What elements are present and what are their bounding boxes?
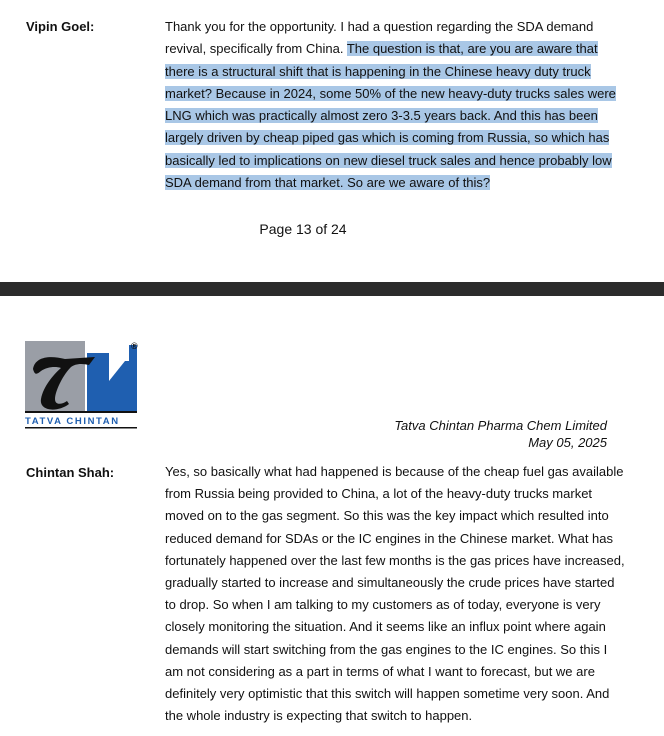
paragraph-line[interactable]: demands will start switching from the gas engines to the IC engines. So this I	[165, 641, 608, 657]
selected-text: basically led to implications on new diesel truck sales and hence probably low	[165, 152, 612, 168]
paragraph-line[interactable]	[165, 105, 611, 127]
page-separator	[0, 282, 664, 296]
company-name: Tatva Chintan Pharma Chem Limited	[394, 418, 607, 433]
speaker-name: Vipin Goel:	[26, 19, 95, 34]
paragraph-line[interactable]	[165, 127, 611, 149]
paragraph-line[interactable]	[165, 83, 616, 105]
selected-text: LNG which was practically almost zero 3-3.5 years back. And this has been	[165, 108, 598, 124]
paragraph-line[interactable]: definitely very optimistic that this switch will happen sometime very soon. And	[165, 686, 610, 702]
question-paragraph[interactable]	[165, 16, 616, 194]
page-number: Page 13 of 24	[259, 221, 347, 237]
paragraph-line[interactable]: reduced demand for SDAs or the IC engines in the Chinese market. What has	[165, 530, 614, 546]
paragraph-line[interactable]: am not considering as a part in terms of what I want to forecast, but we are	[165, 663, 595, 679]
tatva-chintan-logo	[25, 341, 139, 429]
paragraph-line[interactable]	[165, 172, 611, 194]
paragraph-line[interactable]: Thank you for the opportunity. I had a question regarding the SDA demand	[165, 19, 594, 34]
selected-text: SDA demand from that market. So are we aware of this?	[165, 175, 491, 191]
paragraph-line[interactable]: from Russia being provided to China, a lot of the heavy-duty trucks market	[165, 486, 593, 502]
logo-text: TATVA CHINTAN	[25, 416, 120, 427]
selected-text: The question is that, are you are aware that	[346, 41, 598, 57]
selected-text: market? Because in 2024, some 50% of the new heavy-duty trucks sales were	[165, 85, 616, 101]
paragraph-line[interactable]: moved on to the gas segment. So this was the key impact which resulted into	[165, 508, 609, 524]
paragraph-line[interactable]	[165, 150, 611, 172]
paragraph-line[interactable]: gradually started to increase and simultaneously the crude prices have started	[165, 575, 615, 591]
paragraph-line[interactable]: closely monitoring the situation. And it seems like an influx point where again	[165, 619, 606, 635]
registered-mark: ®	[131, 341, 138, 351]
selected-text: largely driven by cheap piped gas which is coming from Russia, so which has	[165, 130, 610, 146]
answer-paragraph[interactable]	[165, 461, 625, 727]
selected-text: there is a structural shift that is happening in the Chinese heavy duty truck	[165, 63, 591, 79]
paragraph-line[interactable]	[165, 61, 611, 83]
speaker-name: Chintan Shah:	[26, 465, 115, 480]
paragraph-line[interactable]: to drop. So when I am talking to my customers as of today, everyone is very	[165, 597, 601, 613]
paragraph-line[interactable]: fortunately happened over the last few months is the gas prices have increased,	[165, 552, 625, 568]
paragraph-line[interactable]: revival, specifically from China. The question is that, are you are aware that	[165, 41, 598, 57]
call-date: May 05, 2025	[528, 435, 607, 450]
company-header	[394, 417, 607, 451]
paragraph-line[interactable]: Yes, so basically what had happened is because of the cheap fuel gas available	[165, 464, 624, 479]
paragraph-line[interactable]: the whole industry is expecting that switch to happen.	[165, 708, 473, 724]
